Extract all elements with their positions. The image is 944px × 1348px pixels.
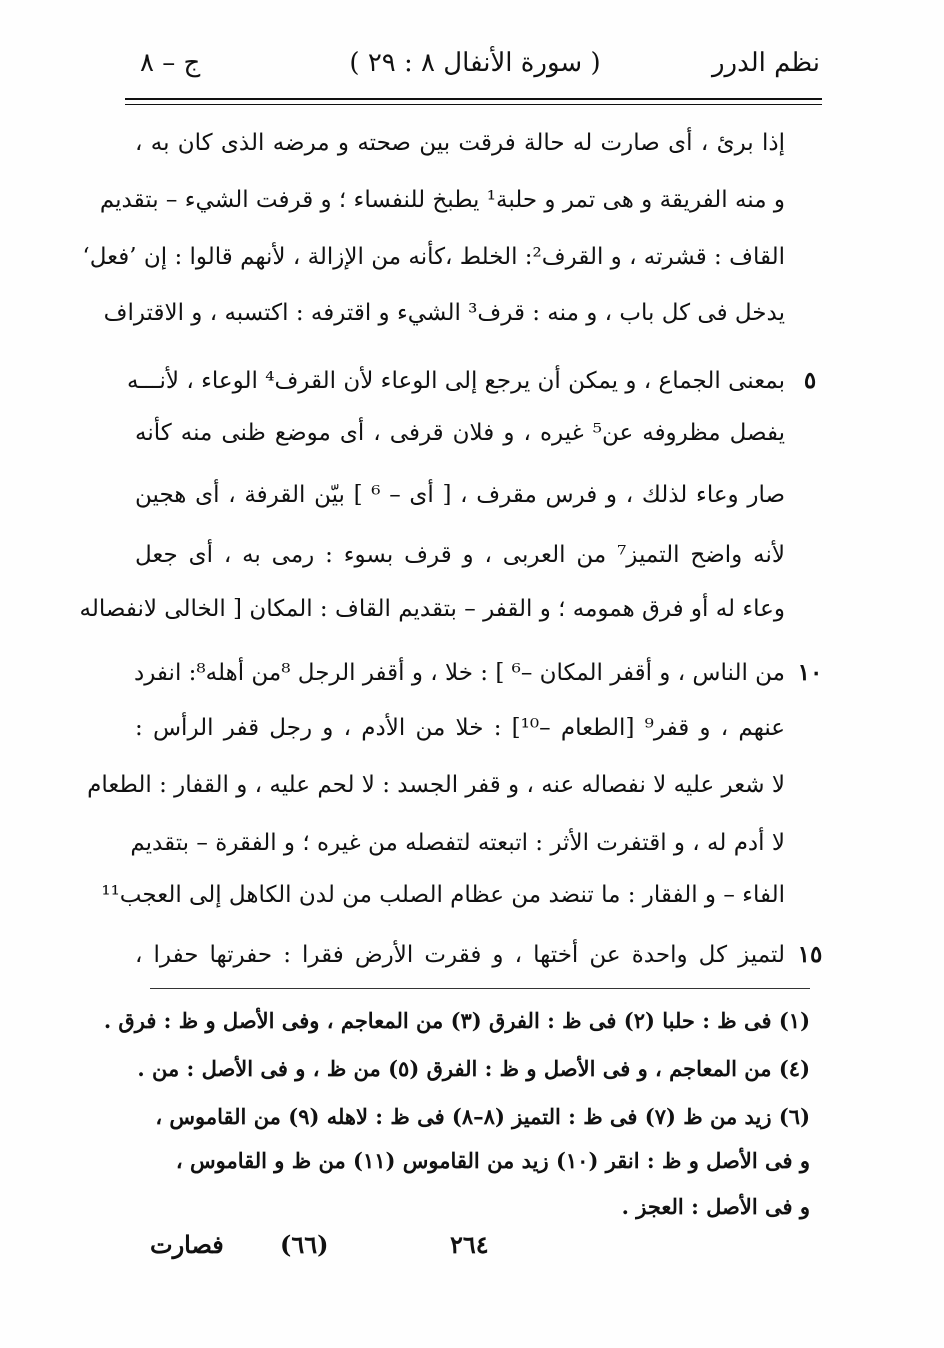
line-text: إذا برئ ، أى صارت له حالة فرقت بين صحته و مرضه الذى كان به ،: [135, 130, 786, 156]
line-text: القاف : قشرته ، و القرف²: الخلط ،كأنه من الإزالة ، لأنهم قالوا : إن ’فعل‘: [82, 244, 785, 270]
footnote-line: (٦) زيد من ظ (٧) فى ظ : التميز (٨–٨) فى ظ : لاهله (٩) من القاموس ،: [155, 1104, 810, 1129]
line-text: من الناس ، و أقفر المكان –⁶ ] : خلا ، و أقفر الرجل ⁸من أهله⁸: انفرد: [133, 660, 785, 686]
line-text: لأنه واضح التميز⁷ من العربى ، و قرف بسوء : رمى به ، أى جعل: [135, 542, 785, 568]
footnote-line: (١) فى ظ : حلبا (٢) فى ظ : الفرق (٣) من المعاجم ، وفى الأصل و ظ : فرق .: [103, 1008, 810, 1033]
footnote-rule: [150, 988, 810, 989]
text-line: [79, 584, 830, 634]
catchword: فصارت: [150, 1230, 224, 1259]
line-number: ٥: [803, 367, 817, 394]
line-text: لا أدم له ، و اقتفرت الأثر : اتبعته لتفصله من غيره ؛ و الفقرة – بتقديم: [130, 830, 785, 856]
line-text: الفاء – و الفقار : ما تنضد من عظام الصلب من لدن الكاهل إلى العجب¹¹: [101, 882, 785, 908]
text-line: [101, 870, 830, 920]
surah-reference: ( سورة الأنفال ٨ : ٢٩ ): [349, 48, 601, 78]
book-title: نظم الدرر: [711, 48, 820, 78]
sheet-number: (٦٦): [280, 1230, 329, 1259]
line-text: و منه الفريقة و هى تمر و حلبة¹ يطبخ للنفساء ؛ و قرفت الشيء – بتقديم: [99, 187, 785, 213]
running-header: [130, 48, 820, 88]
footnote-line: و فى الأصل و ظ : انقر (١٠) زيد من القاموس (١١) من ظ و القاموس ،: [175, 1148, 810, 1173]
footnote-line: (٤) من المعاجم ، و فى الأصل و ظ : الفرق (٥) من ظ ، و فى الأصل : من .: [137, 1056, 810, 1081]
text-line: [126, 356, 830, 406]
page-footer: [150, 1230, 550, 1270]
line-text: لا شعر عليه لا نفصاله عنه ، و قفر الجسد : لا لحم عليه ، و القفار : الطعام: [87, 772, 785, 798]
header-rule: [125, 98, 822, 100]
footnote-line: و فى الأصل : العجز .: [621, 1194, 810, 1219]
text-line: [130, 408, 830, 458]
text-line: [130, 470, 830, 520]
text-line: [82, 232, 830, 282]
page-number: ٢٦٤: [450, 1230, 489, 1259]
text-line: [87, 760, 830, 810]
line-number: ١٠: [797, 659, 823, 686]
text-line: [103, 288, 830, 338]
text-line: [130, 118, 830, 168]
line-text: يدخل فى كل باب ، و منه : قرف³ الشيء و اقترفه : اكتسبه ، و الاقتراف: [103, 300, 785, 326]
line-text: صار وعاء لذلك ، و فرس مقرف ، [ أى – ⁶ ] بيّن القرفة ، أى هجين: [135, 482, 785, 508]
text-line: [130, 930, 830, 980]
text-line: [130, 648, 830, 698]
header-rule-thin: [125, 104, 822, 105]
line-text: وعاء له أو فرق همومه ؛ و القفر – بتقديم القاف : المكان [ الخالى لانفصاله: [79, 596, 785, 622]
text-line: [130, 530, 830, 580]
line-text: بمعنى الجماع ، و يمكن أن يرجع إلى الوعاء لأن القرف⁴ الوعاء ، لأنـــه: [126, 368, 785, 394]
line-text: عنهم ، و قفر⁹ [الطعام –¹⁰] : خلا من الأدم ، و رجل قفر الرأس :: [135, 715, 785, 741]
line-number: ١٥: [797, 941, 823, 968]
volume-number: ج – ٨: [140, 48, 201, 78]
text-line: [130, 703, 830, 753]
line-text: لتميز كل واحدة عن أختها ، و فقرت الأرض فقرا : حفرتها حفرا ،: [135, 942, 785, 968]
text-line: [130, 818, 830, 868]
text-line: [99, 175, 830, 225]
line-text: يفصل مظروفه عن⁵ غيره ، و فلان قرفى ، أى موضع ظنى منه كأنه: [135, 420, 785, 446]
